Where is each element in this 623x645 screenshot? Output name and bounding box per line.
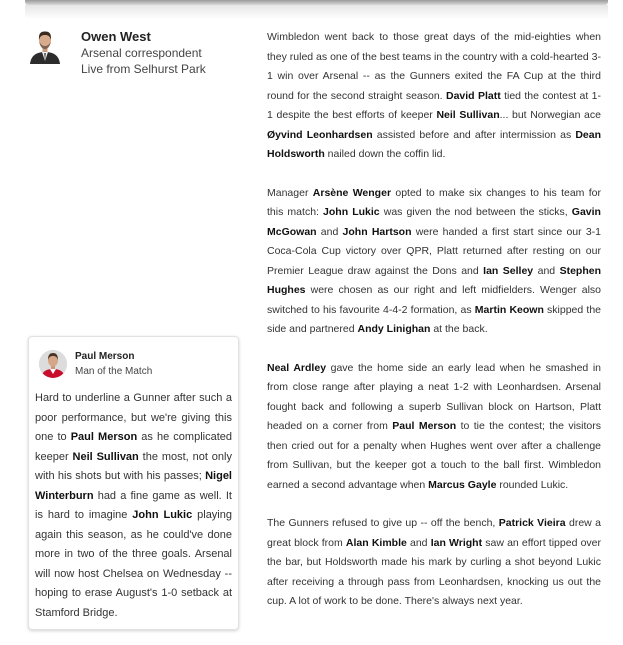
player-name: Neil Sullivan <box>72 450 139 463</box>
text-run: and <box>533 264 560 277</box>
player-name: Arsène Wenger <box>312 186 392 199</box>
motm-name: Paul Merson <box>75 351 135 362</box>
text-run: at the back. <box>430 323 488 335</box>
player-name: Neil Sullivan <box>436 109 500 121</box>
text-run: was given the nod between the sticks, <box>379 206 572 218</box>
player-name: Dean Holdsworth <box>267 128 602 160</box>
man-of-the-match-card <box>28 336 239 630</box>
player-name: Alan Kimble <box>345 536 407 549</box>
author-location: Live from Selhurst Park <box>81 62 206 76</box>
text-run: had a fine game as well. It is hard to imagine <box>35 489 232 521</box>
author-byline <box>28 28 253 80</box>
player-avatar-icon <box>39 350 67 378</box>
player-name: Ian Selley <box>483 264 534 277</box>
text-run: were handed a first start since our 3-1 Coca-Cola Cup victory over QPR, Platt returned after resting on our Premier League draw against the Dons and <box>267 225 602 277</box>
text-run: nailed down the coffin lid. <box>324 148 446 160</box>
text-run: The Gunners refused to give up -- off the bench, <box>267 517 499 529</box>
player-name: Øyvind Leonhardsen <box>267 128 373 141</box>
player-name: Ian Wright <box>430 536 483 549</box>
text-run: ... but Norwegian ace <box>499 109 601 121</box>
player-name: Nigel Winterburn <box>35 470 232 502</box>
player-name: Paul Merson <box>70 431 138 443</box>
text-run: drew a great block from <box>267 517 602 549</box>
player-name: Neal Ardley <box>267 361 327 374</box>
text-run: rounded Lukic. <box>496 478 569 491</box>
top-shadow <box>25 5 608 19</box>
motm-text <box>35 389 232 623</box>
player-name: Stephen Hughes <box>267 264 601 296</box>
text-run: skipped the side and partnered <box>267 303 602 335</box>
text-run: as he complicated keeper <box>35 431 233 463</box>
player-name: Gavin McGowan <box>267 206 601 238</box>
player-name: Patrick Vieira <box>498 517 566 529</box>
motm-label: Man of the Match <box>75 366 153 377</box>
person-avatar-icon <box>28 28 62 64</box>
text-run: Hard to underline a Gunner after such a poor performance, but we're giving this one to <box>35 392 232 443</box>
text-run: and <box>316 225 343 238</box>
article-paragraph <box>267 359 601 496</box>
text-run: saw an effort tipped over the bar, but Holdsworth made his mark by curling a shot beyond Lukic after receiving a through pass from Leonhardsen, knocking us out the cup. A lot of work to be done. There's always next year. <box>267 536 601 607</box>
player-name: John Hartson <box>342 225 412 238</box>
text-run: tied the contest at 1-1 despite the best efforts of keeper <box>267 89 602 121</box>
player-name: Andy Linighan <box>357 323 431 335</box>
article-paragraph <box>267 28 601 165</box>
text-run: opted to make six changes to his team for this match: <box>267 186 601 218</box>
text-run: and <box>406 536 431 549</box>
player-name: Marcus Gayle <box>428 478 497 491</box>
text-run: playing again this season, as he could've done more in two of the three goals. Arsenal will now host Chelsea on Wednesday -- hoping to erase August's 1-0 setback at Stamford Bridge. <box>35 509 232 619</box>
article-paragraph <box>267 184 601 340</box>
player-name: John Lukic <box>132 509 193 521</box>
article-paragraph <box>267 514 601 612</box>
text-run: were chosen as our right and left midfielders. Wenger also switched to his favourite 4-4-2 formation, as <box>267 284 601 316</box>
text-run: the most, not only with his shots but with his passes; <box>35 450 232 482</box>
text-run: Wimbledon went back to those great days of the mid-eighties when they ruled as one of the best teams in the country with a cold-hearted 3-1 win over Arsenal -- as the Gunners exited the FA Cup at the third round for the second straight season. <box>267 31 601 102</box>
text-run: assisted before and after intermission as <box>372 128 576 141</box>
player-name: David Platt <box>445 89 501 102</box>
text-run: to tie the contest; the visitors then cried out for a penalty when Hughes went over after a challenge from Sullivan, but the keeper got a touch to the ball first. Wimbledon earned a second advantage when <box>267 420 602 491</box>
text-run: gave the home side an early lead when he smashed in from close range after playing a neat 1-2 with Leonhardsen. Arsenal fought back and following a superb Sullivan block on Hartson, Platt headed on a corner from <box>267 361 601 432</box>
player-name: Paul Merson <box>392 420 457 432</box>
author-role: Arsenal correspondent <box>81 46 202 60</box>
author-name: Owen West <box>81 29 151 44</box>
player-name: Martin Keown <box>474 303 544 316</box>
text-run: Manager <box>267 186 313 199</box>
match-report <box>267 28 601 631</box>
player-name: John Lukic <box>323 206 380 218</box>
